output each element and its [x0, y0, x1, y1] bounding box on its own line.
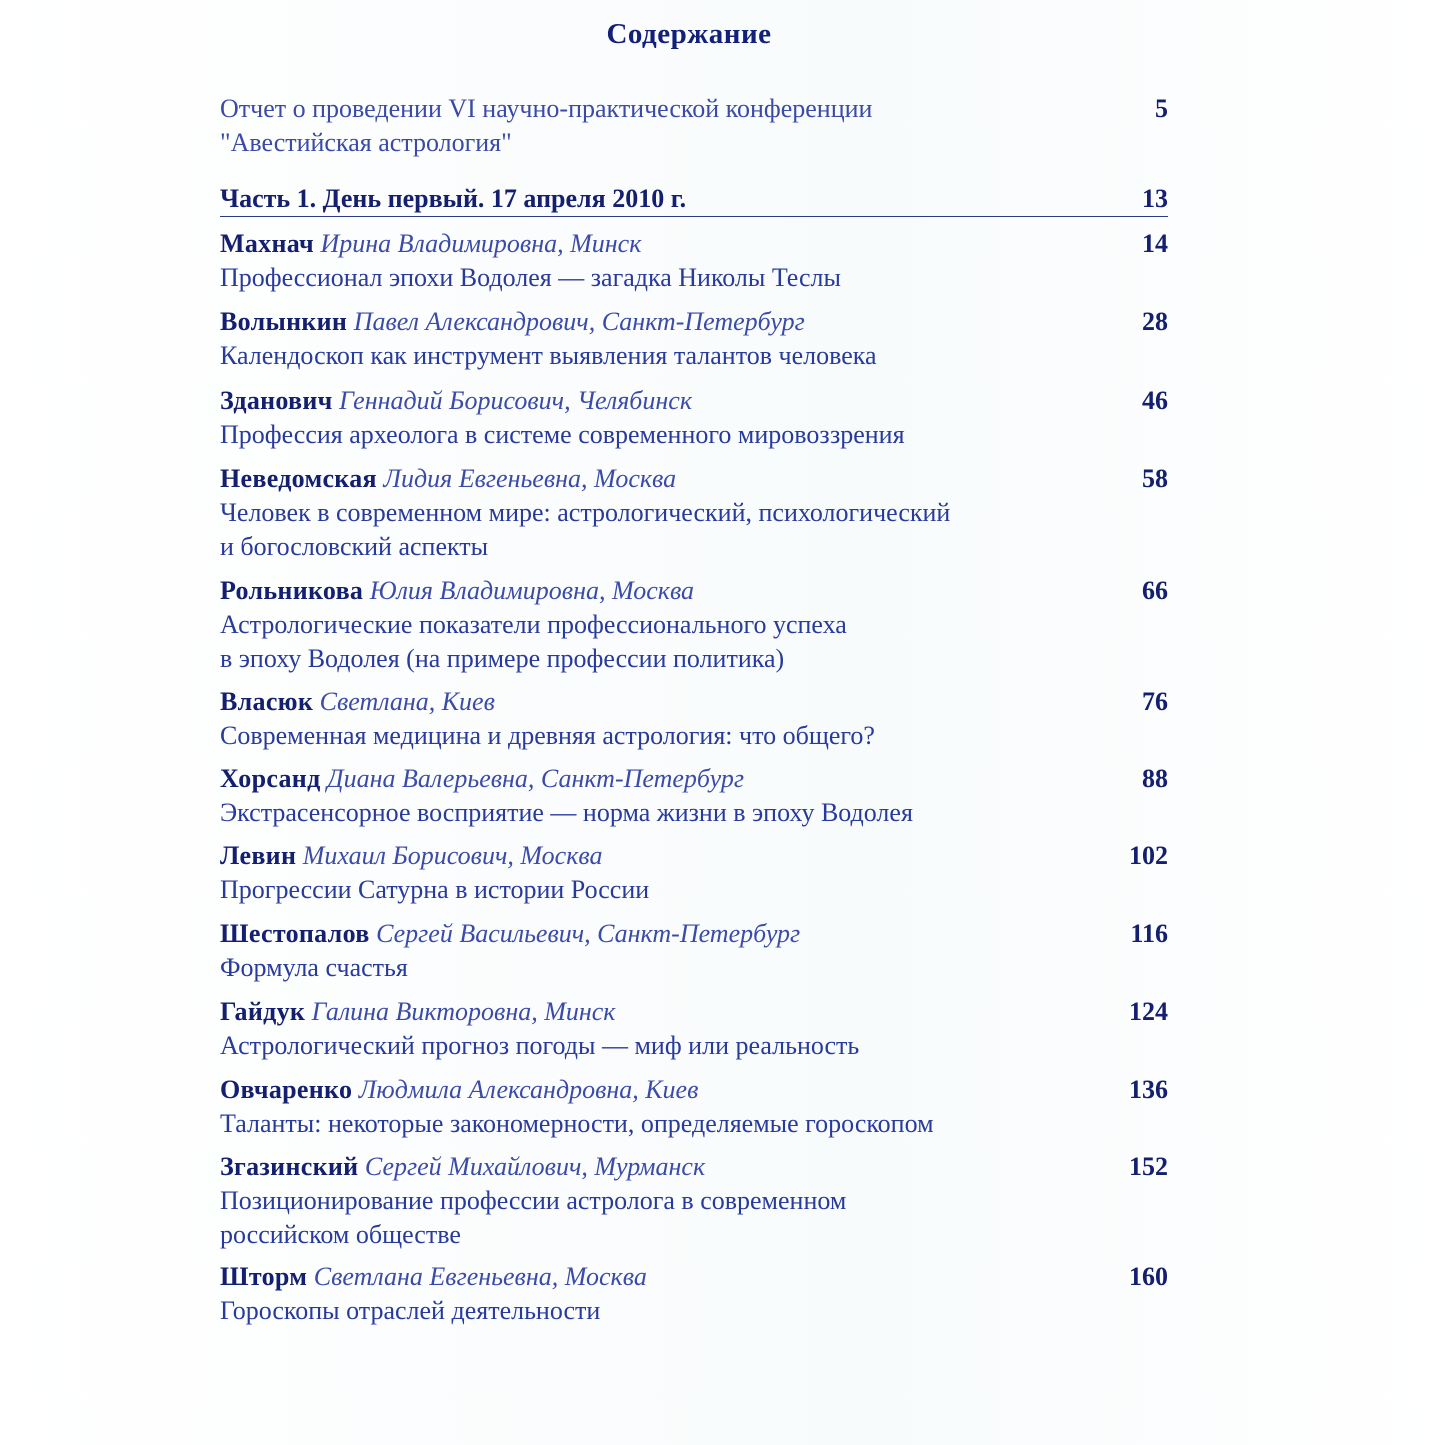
author-surname: Зданович [220, 386, 333, 415]
author-name-city: Лидия Евгеньевна, Москва [383, 464, 677, 493]
toc-entry[interactable] [220, 462, 1168, 564]
page-number: 46 [1142, 386, 1168, 415]
toc-entry[interactable] [220, 762, 1168, 830]
toc-entry[interactable] [220, 574, 1168, 676]
author-surname: Хорсанд [220, 764, 321, 793]
author-name-city: Геннадий Борисович, Челябинск [339, 386, 692, 415]
entry-topic: Календоскоп как инструмент выявления талантов человека [220, 341, 877, 370]
page-number: 13 [1142, 184, 1168, 213]
author-surname: Левин [220, 841, 297, 870]
page-number: 152 [1129, 1152, 1168, 1181]
entry-topic: российском обществе [220, 1220, 461, 1249]
page-number: 76 [1142, 687, 1168, 716]
author-name-city: Светлана, Киев [319, 687, 495, 716]
entry-topic: Астрологический прогноз погоды — миф или реальность [220, 1031, 860, 1060]
toc-entry[interactable] [220, 384, 1168, 452]
page-number: 28 [1142, 307, 1168, 336]
toc-entry[interactable] [220, 917, 1168, 985]
entry-topic: Человек в современном мире: астрологический, психологический [220, 498, 951, 527]
page-number: 116 [1130, 919, 1168, 948]
part-title: Часть 1. День первый. 17 апреля 2010 г. [220, 184, 687, 213]
author-name-city: Михаил Борисович, Москва [302, 841, 603, 870]
page-number: 160 [1129, 1262, 1168, 1291]
author-name-city: Диана Валерьевна, Санкт-Петербург [327, 764, 744, 793]
entry-topic: и богословский аспекты [220, 532, 489, 561]
author-name-city: Сергей Васильевич, Санкт-Петербург [376, 919, 801, 948]
page-number: 124 [1129, 997, 1168, 1026]
entry-topic: Современная медицина и древняя астрология: что общего? [220, 721, 875, 750]
author-name-city: Галина Викторовна, Минск [311, 997, 616, 1026]
author-surname: Рольникова [220, 576, 364, 605]
entry-topic: Формула счастья [220, 953, 408, 982]
entry-topic: Гороскопы отраслей деятельности [220, 1296, 601, 1325]
page-number: 102 [1129, 841, 1168, 870]
entry-topic: Позиционирование профессии астролога в современном [220, 1186, 847, 1215]
toc-entry[interactable] [220, 1260, 1168, 1328]
report-title-line-1: Отчет о проведении VI научно-практической конференции [220, 94, 873, 123]
toc-entry[interactable] [220, 995, 1168, 1063]
toc-entry[interactable] [220, 685, 1168, 753]
author-surname: Власюк [220, 687, 314, 716]
author-name-city: Светлана Евгеньевна, Москва [313, 1262, 647, 1291]
author-surname: Згазинский [220, 1152, 359, 1181]
entry-topic: Профессия археолога в системе современного мировоззрения [220, 420, 905, 449]
page-title: Содержание [606, 18, 772, 50]
toc-part-heading[interactable] [220, 184, 1168, 217]
page-number: 88 [1142, 764, 1168, 793]
entry-topic: в эпоху Водолея (на примере профессии политика) [220, 644, 785, 673]
entry-topic: Прогрессии Сатурна в истории России [220, 875, 650, 904]
page-number: 136 [1129, 1075, 1168, 1104]
author-name-city: Ирина Владимировна, Минск [320, 229, 642, 258]
page-number: 66 [1142, 576, 1168, 605]
page-number: 58 [1142, 464, 1168, 493]
toc-entry[interactable] [220, 227, 1168, 295]
author-surname: Овчаренко [220, 1075, 353, 1104]
toc-entry[interactable] [220, 1150, 1168, 1252]
toc-entry-report[interactable] [220, 92, 1168, 160]
page-number: 5 [1155, 94, 1168, 123]
author-surname: Махнач [220, 229, 314, 258]
author-surname: Неведомская [220, 464, 377, 493]
page-number: 14 [1142, 229, 1168, 258]
author-surname: Шестопалов [220, 919, 370, 948]
author-name-city: Павел Александрович, Санкт-Петербург [353, 307, 805, 336]
entry-topic: Астрологические показатели профессионального успеха [220, 610, 847, 639]
author-name-city: Людмила Александровна, Киев [358, 1075, 699, 1104]
toc-entry[interactable] [220, 305, 1168, 373]
entry-topic: Таланты: некоторые закономерности, определяемые гороскопом [220, 1109, 934, 1138]
author-surname: Шторм [220, 1262, 308, 1291]
author-name-city: Сергей Михайлович, Мурманск [364, 1152, 706, 1181]
report-title-line-2: "Авестийская астрология" [220, 128, 512, 157]
entry-topic: Экстрасенсорное восприятие — норма жизни в эпоху Водолея [220, 798, 913, 827]
author-surname: Гайдук [220, 997, 306, 1026]
entry-topic: Профессионал эпохи Водолея — загадка Николы Теслы [220, 263, 841, 292]
toc-entry[interactable] [220, 1073, 1168, 1141]
toc-entry[interactable] [220, 839, 1168, 907]
author-surname: Волынкин [220, 307, 348, 336]
author-name-city: Юлия Владимировна, Москва [369, 576, 695, 605]
